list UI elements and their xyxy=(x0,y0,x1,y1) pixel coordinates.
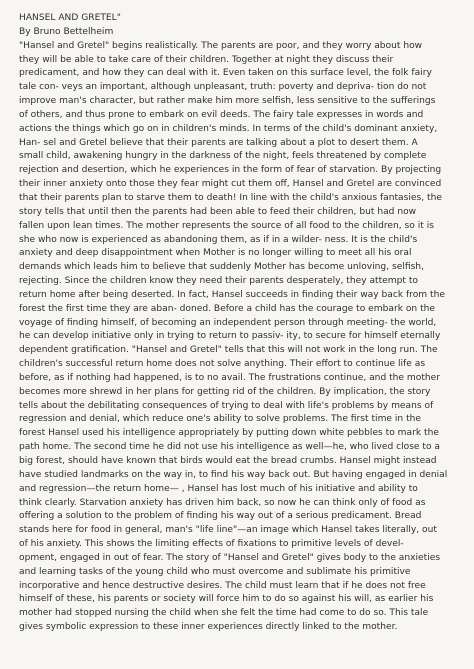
body-text-line: demands which leads him to believe that suddenly Mother has become unloving, selfish, xyxy=(19,262,424,273)
document-body xyxy=(19,40,460,635)
body-text-line: before, as if nothing had happened, is to no avail. The frustrations continue, and the mother xyxy=(19,372,441,383)
body-text-line: big forest, should have known that birds would eat the bread crumbs. Hansel might instead xyxy=(19,456,437,466)
body-text-line: stands here for food in general, man's "life line"—an image which Hansel takes literally, out xyxy=(19,525,437,536)
body-text-line: their inner anxiety onto those they fear might cut them off, Hansel and Gretel are convinced xyxy=(19,179,442,190)
body-text-line: return home after being deserted. In fact, Hansel succeeds in finding their way back from the xyxy=(19,289,445,300)
body-text-line: and learning tasks of the young child who must overcome and sublimate his primitive xyxy=(19,566,411,577)
body-text-line: becomes more shrewd in her plans for getting rid of the children. By implication, the story xyxy=(19,386,431,397)
body-text-line: himself of these, his parents or society will force him to do so against his will, as earlier his xyxy=(19,594,434,605)
body-text-line: he can develop initiative only in trying to return to passiv- ity, to secure for himself eternally xyxy=(19,331,441,342)
body-text-line: path home. The second time he did not use his intelligence as well—he, who lived close to a xyxy=(19,442,441,453)
body-text-line: think clearly. Starvation anxiety has driven him back, so now he can think only of food as xyxy=(19,497,426,508)
body-text-line: rejecting. Since the children know they need their parents desperately, they attempt to xyxy=(19,276,418,287)
body-text-line: anxiety and deep disappointment when Mother is no longer willing to meet all his oral xyxy=(19,248,412,259)
body-text-line: mother had stopped nursing the child when she felt the time had come to do so. This tale xyxy=(19,608,429,619)
body-text-line: offering a solution to the problem of finding his way out of a serious predicament. Bread xyxy=(19,511,422,522)
body-text-line: have studied landmarks on the way in, to find his way back out. But having engaged in denial xyxy=(19,469,448,480)
body-text-line: gives symbolic expression to these inner experiences directly linked to the mother. xyxy=(19,622,398,633)
body-text-line: fallen upon lean times. The mother represents the source of all food to the children, so it is xyxy=(19,220,434,231)
body-text-line: of his anxiety. This shows the limiting effects of fixations to primitive levels of devel- xyxy=(19,539,404,550)
body-text-line: actions the things which go on in children's minds. In terms of the child's dominant anxiety, xyxy=(19,123,438,134)
body-text-line: tale con- veys an important, although unpleasant, truth: poverty and depriva- tion do not xyxy=(19,82,427,93)
body-text-line: improve man's character, but rather make him more selfish, less sensitive to the sufferings xyxy=(19,96,436,107)
body-text-line: forest the first time they are aban- doned. Before a child has the courage to embark on the xyxy=(19,303,435,314)
body-text-line: Han- sel and Gretel believe that their parents are talking about a plot to desert them. A xyxy=(19,137,418,148)
body-text-line: story tells that until then the parents had been able to feed their children, but had now xyxy=(19,206,417,217)
body-text-line: dependent gratification. "Hansel and Gretel" tells that this will not work in the long run. The xyxy=(19,345,438,356)
body-text-line: "Hansel and Gretel" begins realistically. The parents are poor, and they worry about how xyxy=(19,40,423,51)
body-text-line: rejection and desertion, which he experiences in the form of fear of starvation. By projecting xyxy=(19,165,442,176)
body-text-line: and regression—the return home— , Hansel has lost much of his initiative and ability to xyxy=(19,483,418,494)
body-text-line: they will be able to take care of their children. Together at night they discuss their xyxy=(19,54,394,65)
body-text-line: forest Hansel used his intelligence appropriately by putting down white pebbles to mark the xyxy=(19,428,439,439)
body-text-line: that their parents plan to starve them to death! In line with the child's anxious fantasies, the xyxy=(19,192,442,203)
body-text-line: voyage of finding himself, of becoming an independent person through meeting- the world, xyxy=(19,317,437,328)
body-text-line: tells about the debilitating consequences of trying to deal with life's problems by means of xyxy=(19,400,434,411)
body-text-line: predicament, and how they can deal with it. Even taken on this surface level, the folk fairy xyxy=(19,68,432,79)
body-text-line: regression and denial, which reduce one's ability to solve problems. The first time in the xyxy=(19,414,422,425)
body-text-line: of others, and thus prone to embark on evil deeds. The fairy tale expresses in words and xyxy=(19,109,424,120)
body-text-line: incorporative and hence destructive desires. The child must learn that if he does not free xyxy=(19,580,426,591)
document-author: By Bruno Bettelheim xyxy=(19,26,114,37)
body-text-line: children's successful return home does not solve anything. Their effort to continue life as xyxy=(19,359,426,370)
body-text-line: she who now is experienced as abandoning them, as if in a wilder- ness. It is the child's xyxy=(19,234,418,245)
body-text-line: small child, awakening hungry in the darkness of the night, feels threatened by complete xyxy=(19,151,427,162)
body-text-line: opment, engaged in out of fear. The story of "Hansel and Gretel" gives body to the anxieties xyxy=(19,552,441,563)
document-title: HANSEL AND GRETEL" xyxy=(19,13,121,23)
